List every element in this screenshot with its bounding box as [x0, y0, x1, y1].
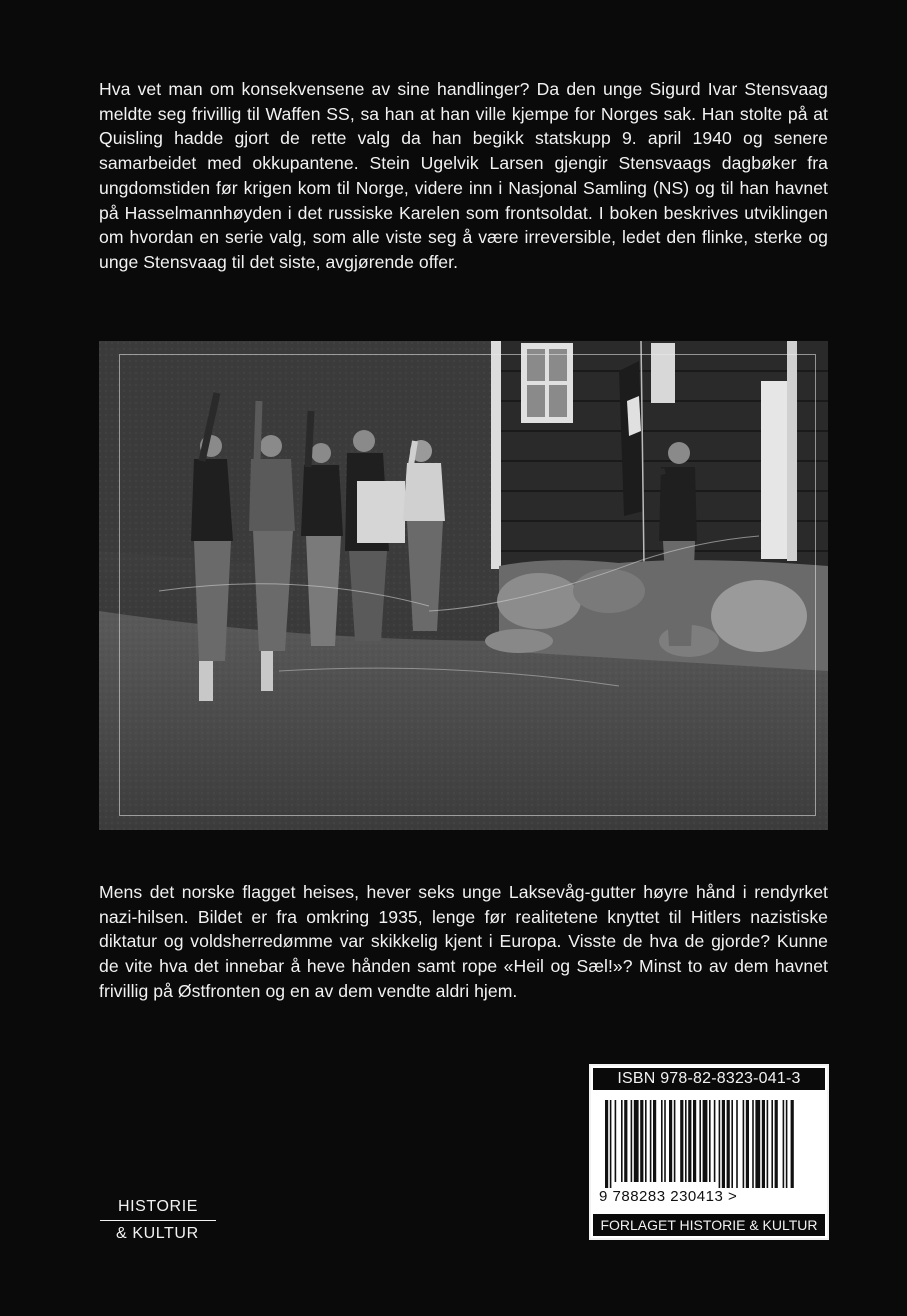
barcode-bar: [709, 1100, 711, 1182]
barcode-bar: [775, 1100, 778, 1188]
barcode-bar: [771, 1100, 773, 1188]
isbn-barcode: [589, 1064, 829, 1240]
barcode-bar: [631, 1100, 633, 1182]
barcode-bar: [762, 1100, 765, 1188]
barcode-bar: [688, 1100, 691, 1182]
barcode-bar: [746, 1100, 749, 1188]
logo-line-historie: HISTORIE: [117, 1198, 199, 1215]
barcode-bar: [786, 1100, 788, 1188]
blurb-top: Hva vet man om konsekvensene av sine handlinger? Da den unge Sigurd Ivar Stensvaag meldte seg frivillig til Waffen SS, sa han at han ville kjempe for Norges sak. Han stolte på at Quisling hadde gjort de rette valg da han begikk statskupp 9. april 1940 og senere samarbeidet med okkupantene. Stein Ugelvik Larsen gjengir Stensvaags dagbøker fra ungdomstiden før krigen kom til Norge, videre inn i Nasjonal Samling (NS) og til han havnet på Hasselmannhøyden i det russiske Karelen som frontsoldat. I boken beskrives utviklingen om hvordan en serie valg, som alle viste seg å være irreversible, ledet den flinke, sterke og unge Stensvaag til det siste, avgjørende offer.: [99, 79, 828, 272]
barcode-bar: [661, 1100, 663, 1182]
barcode-bar: [640, 1100, 643, 1182]
barcode-bar: [645, 1100, 647, 1182]
barcode-bar: [791, 1100, 794, 1188]
barcode-bar: [615, 1100, 617, 1182]
publisher-logo: [100, 1196, 216, 1244]
barcode-bar: [624, 1100, 627, 1182]
barcode-bar: [664, 1100, 666, 1182]
barcode-bar: [703, 1100, 708, 1182]
photo-illustration: [99, 341, 828, 830]
barcode-bar: [767, 1100, 769, 1188]
barcode-bar: [736, 1100, 738, 1188]
barcode-bar: [693, 1100, 696, 1182]
barcode-bar: [722, 1100, 725, 1188]
barcode-bar: [634, 1100, 639, 1182]
blurb-bottom: Mens det norske flagget heises, hever seks unge Laksevåg-gutter høyre hånd i rendyrket nazi-hilsen. Bildet er fra omkring 1935, lenge før realitetene knyttet til Hitlers nazistiske diktatur og voldsherredømme var skikkelig kjent i Europa. Visste de hva de gjorde? Kunne de vite hva det innebar å heve hånden samt rope «Heil og Sæl!»? Minst to av dem havnet frivillig på Østfronten og en av dem vendte aldri hjem.: [99, 882, 828, 1001]
logo-line-kultur: & KULTUR: [116, 1225, 199, 1242]
barcode-bar: [699, 1100, 701, 1182]
barcode-bar: [650, 1100, 652, 1182]
isbn-number: ISBN 978-82-8323-041-3: [591, 1066, 827, 1092]
barcode-bar: [610, 1100, 612, 1188]
barcode-bar: [755, 1100, 760, 1188]
publisher-name: FORLAGET HISTORIE & KULTUR: [591, 1212, 827, 1238]
barcode-bar: [653, 1100, 656, 1182]
barcode-bar: [669, 1100, 672, 1182]
barcode-bar: [685, 1100, 687, 1182]
barcode-bar: [605, 1100, 608, 1188]
barcode-bar: [752, 1100, 754, 1188]
barcode-bar: [783, 1100, 785, 1188]
barcode-bar: [621, 1100, 623, 1182]
barcode-bar: [727, 1100, 730, 1188]
barcode-bar: [743, 1100, 745, 1188]
historical-photo: [99, 341, 828, 830]
barcode-bar: [719, 1100, 721, 1188]
barcode-bar: [680, 1100, 683, 1182]
barcode-bars: [605, 1100, 795, 1188]
barcode-bar: [714, 1100, 716, 1182]
barcode-digits: 9 788283 230413 >: [599, 1188, 738, 1205]
barcode-bar: [731, 1100, 733, 1188]
barcode-bar: [674, 1100, 676, 1182]
logo-rule: [100, 1220, 216, 1221]
